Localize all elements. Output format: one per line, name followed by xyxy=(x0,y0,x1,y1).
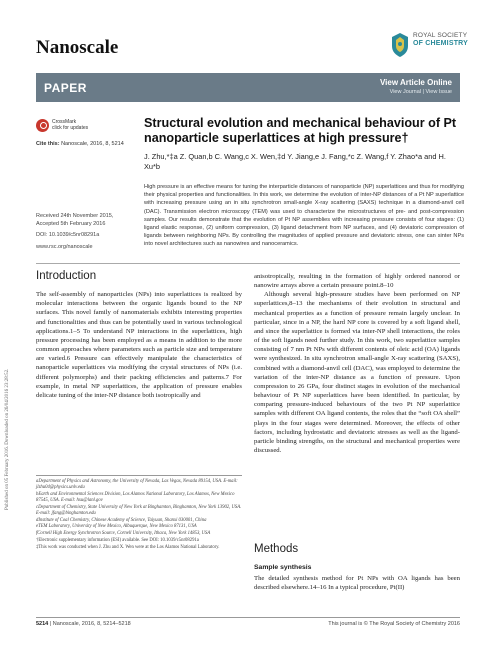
crossmark-badge[interactable] xyxy=(36,117,96,135)
publication-stamp xyxy=(5,180,15,510)
cite-label: Cite this: xyxy=(36,141,60,147)
author-list: J. Zhu,*‡a Z. Quan,b C. Wang,c X. Wen,‡d Y. Jiang,e J. Fang,*c Z. Wang,f Y. Zhao*a and H. Xu*b xyxy=(144,152,446,171)
cite-text: Nanoscale, 2016, 8, 5214 xyxy=(61,141,124,147)
accepted-date: Accepted 5th February 2016 xyxy=(36,220,106,227)
article-type: PAPER xyxy=(44,81,87,95)
publisher-logo[interactable] xyxy=(390,28,470,64)
article-type-banner xyxy=(36,73,460,102)
divider xyxy=(36,263,460,264)
affiliations-footnotes xyxy=(36,475,242,551)
publication-stamp-text: Published on 05 February 2016. Downloaded on 26/04/2016 23:28:52. xyxy=(5,368,10,510)
article-title: Structural evolution and mechanical behaviour of Pt nanoparticle superlattices at high pressure† xyxy=(144,116,457,145)
subheading-sample-synthesis: Sample synthesis xyxy=(254,564,312,572)
section-heading-introduction: Introduction xyxy=(36,270,97,282)
view-article-online-link[interactable]: View Article Online xyxy=(379,78,452,87)
section-heading-methods: Methods xyxy=(254,543,299,555)
crossmark-sub: click for updates xyxy=(52,125,89,131)
rsc-crest-icon xyxy=(390,32,410,58)
left-column xyxy=(36,272,242,400)
footer-journal: Nanoscale, 2016, 8, 5214–5218 xyxy=(52,621,131,627)
journal-issue-links[interactable]: View Journal | View Issue xyxy=(389,89,452,95)
crossmark-label: CrossMark xyxy=(52,119,77,125)
article-dates xyxy=(36,213,136,251)
methods-section xyxy=(254,545,460,593)
footer-rights: This journal is © The Royal Society of Chemistry 2016 xyxy=(328,621,460,627)
footnote-c: cDepartment of Chemistry, State University of New York at Binghamton, Binghamton, New York 13902, USA. E-mail: jfang@binghamton.edu xyxy=(36,504,242,517)
right-column xyxy=(254,272,460,455)
intro-paragraph-2: anisotropically, resulting in the formation of highly ordered nanorod or nanowire arrays above a certain pressure point.8–10 xyxy=(254,273,460,290)
crossmark-icon xyxy=(36,119,49,132)
footnote-f: fCornell High Energy Synchrotron Source, Cornell University, Ithaca, New York 14853, USA xyxy=(36,531,211,537)
footnote-e: eTEM Laboratory, University of New Mexico, Albuquerque, New Mexico 87131, USA xyxy=(36,524,197,530)
doi[interactable]: DOI: 10.1039/c5nr08291a xyxy=(36,232,100,238)
logo-line-1: ROYAL SOCIETY xyxy=(413,32,468,39)
abstract: High pressure is an effective means for tuning the interparticle distances of nanoparticle (NP) superlattices and thus for modifying their physical properties and functionalities. In this work, we determine the evolution of inter-NP distances of a Pt NP superlattice with increasing pressure using an in situ synchrotron small-angle X-ray scattering (SAXS) technique in a diamond-anvil cell (DAC). Transmission electron microscopy (TEM) was used to characterize the microstructures of pre- and post-compression samples. Our results demonstrate that the evolution of Pt NP assemblies with increasing pressure consists of four stages: (1) ligand elastic response, (2) uniform compression, (3) ligand detachment from NP surfaces, and (4) deviatoric compression of ligands between neighboring NPs. By controlling the magnitudes of applied pressure and deviatoric stress, one can sinter NPs into novel architectures such as nanowires and nanoceramics. xyxy=(144,184,464,248)
footer-divider xyxy=(36,617,460,618)
intro-paragraph-3: Although several high-pressure studies have been performed on NP superlattices,8–13 the mechanisms of their evolution in structural and mechanical properties as a function of pressure remain largely unclear. In particular, since in a NP, the hard NP core is covered by a soft ligand shell, and since the superlattice is formed via inter-NP shell interactions, the roles of the soft ligands need further study. In this work, two superlattice samples consisting of 7 nm Pt NPs with different contents of oleic acid (OA) ligands were synthesized. In situ synchrotron small-angle X-ray scattering (SAXS), combined with a diamond-anvil cell (DAC), was employed to determine the variation of the inter-NP distance as a function of pressure. Upon compression to 26 GPa, four distinct stages in evolution of the mechanical behaviour of Pt NP superlattices have been identified. In particular, by comparing pressure-induced behaviours of the two Pt NP superlattice samples with different OA ligand contents, the roles that the “soft OA shell” plays in the four stages were determined. Moreover, the effects of other factors, including hydrostatic and deviatoric stresses as well as the ligand-particle binding strengths, on the structural and mechanical properties were discussed. xyxy=(254,291,460,454)
logo-line-2: OF CHEMISTRY xyxy=(413,39,469,47)
citation xyxy=(36,141,124,147)
footnote-a: aDepartment of Physics and Astronomy, the University of Nevada, Las Vegas, Nevada 89154, USA. E-mail: jlzhu04@physics.unlv.edu xyxy=(36,479,238,491)
page-number: 5214 xyxy=(36,621,49,627)
footnote-esi[interactable]: †Electronic supplementary information (ESI) available. See DOI: 10.1039/c5nr08291a xyxy=(36,537,199,543)
footnote-d: dInstitute of Coal Chemistry, Chinese Academy of Science, Taiyuan, Shanxi 030001, China xyxy=(36,517,207,523)
journal-title: Nanoscale xyxy=(36,37,119,58)
methods-paragraph-1: The detailed synthesis method for Pt NPs with OA ligands has been described elsewhere.14–16 In a typical procedure, Pt(II) xyxy=(254,575,460,592)
footnote-b: bEarth and Environmental Sciences Division, Los Alamos National Laboratory, Los Alamos, New Mexico 87545, USA. E-mail: hxu@lanl.gov xyxy=(36,491,235,504)
journal-url[interactable]: www.rsc.org/nanoscale xyxy=(36,243,93,250)
footnote-note: ‡This work was conducted when J. Zhu and X. Wen were at the Los Alamos National Laboratory. xyxy=(36,544,220,550)
footer-citation: 5214 | Nanoscale, 2016, 8, 5214–5218 xyxy=(36,621,131,627)
received-date: Received 24th November 2015, xyxy=(36,213,114,219)
intro-paragraph-1: The self-assembly of nanoparticles (NPs) into superlattices is realized by molecular interactions between the organic ligands bound to the NP surfaces. This novel family of nanomaterials exhibits interesting properties and functionalities and thus can be potentially used in various technological applications.1–5 To understand NP interactions in the superlattices, high pressure processing has been employed as a means in addition to the more common approaches where parameters such as particle size and temperature are varied.6 Pressure can effectively manipulate the characteristics of nanoparticle superlattices via modifying the crystal structures of NPs (i.e. different polymorphs) and their packing efficiencies and patterns.7 For example, in metal NP superlattices, the application of pressure enables delicate tuning of the inter-NP distance both isotropically and xyxy=(36,291,242,399)
